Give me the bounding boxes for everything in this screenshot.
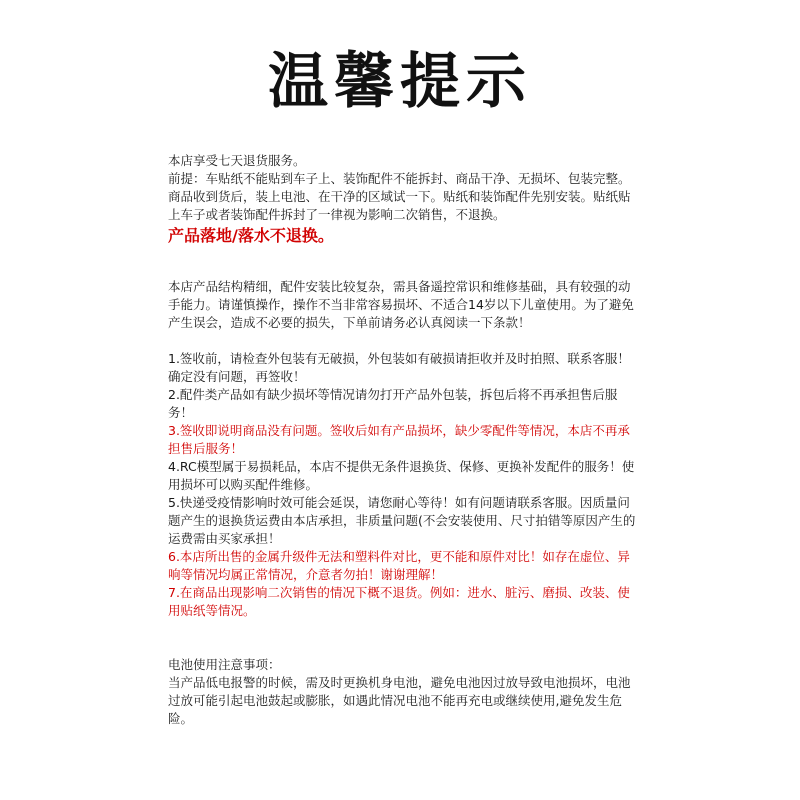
terms-list bbox=[168, 350, 640, 620]
term-item: 6.本店所出售的金属升级件无法和塑料件对比，更不能和原件对比！如存在虚位、异响等情况均属正常情况，介意者勿拍！谢谢理解！ bbox=[168, 549, 630, 582]
term-item: 3.签收即说明商品没有问题。签收后如有产品损坏，缺少零配件等情况，本店不再承担售后服务！ bbox=[168, 423, 630, 456]
warning-no-return: 产品落地/落水不退换。 bbox=[168, 226, 334, 245]
intro-conditions: 前提：车贴纸不能贴到车子上、装饰配件不能拆封、商品干净、无损坏、包装完整。商品收到货后，装上电池、在干净的区域试一下。贴纸和装饰配件先别安装。贴纸贴上车子或者装饰配件拆封了一律视为影响二次销售，不退换。 bbox=[168, 171, 631, 222]
term-item: 4.RC模型属于易损耗品，本店不提供无条件退换货、保修、更换补发配件的服务！使用损坏可以购买配件维修。 bbox=[168, 459, 635, 492]
term-item: 1.签收前，请检查外包装有无破损，外包装如有破损请拒收并及时拍照、联系客服！确定没有问题，再签收！ bbox=[168, 351, 630, 384]
notice-paragraph: 本店产品结构精细，配件安装比较复杂，需具备遥控常识和维修基础，具有较强的动手能力。请谨慎操作，操作不当非常容易损坏、不适合14岁以下儿童使用。为了避免产生误会，造成不必要的损失，下单前请务必认真阅读一下条款！ bbox=[168, 279, 634, 330]
term-item: 2.配件类产品如有缺少损坏等情况请勿打开产品外包装，拆包后将不再承担售后服务！ bbox=[168, 387, 618, 420]
intro-line: 本店享受七天退货服务。 bbox=[168, 153, 306, 168]
term-item: 7.在商品出现影响二次销售的情况下概不退货。例如：进水、脏污、磨损、改装、使用贴纸等情况。 bbox=[168, 585, 630, 618]
term-item: 5.快递受疫情影响时效可能会延误，请您耐心等待！如有问题请联系客服。因质量问题产生的退换货运费由本店承担，非质量问题(不会安装使用、尺寸拍错等原因产生的运费需由买家承担！ bbox=[168, 495, 636, 546]
battery-text: 当产品低电报警的时候，需及时更换机身电池，避免电池因过放导致电池损坏，电池过放可能引起电池鼓起或膨胀，如遇此情况电池不能再充电或继续使用,避免发生危险。 bbox=[168, 675, 631, 726]
notice-content bbox=[168, 152, 640, 728]
page-title: 温馨提示 bbox=[268, 47, 532, 117]
battery-heading: 电池使用注意事项： bbox=[168, 657, 281, 672]
